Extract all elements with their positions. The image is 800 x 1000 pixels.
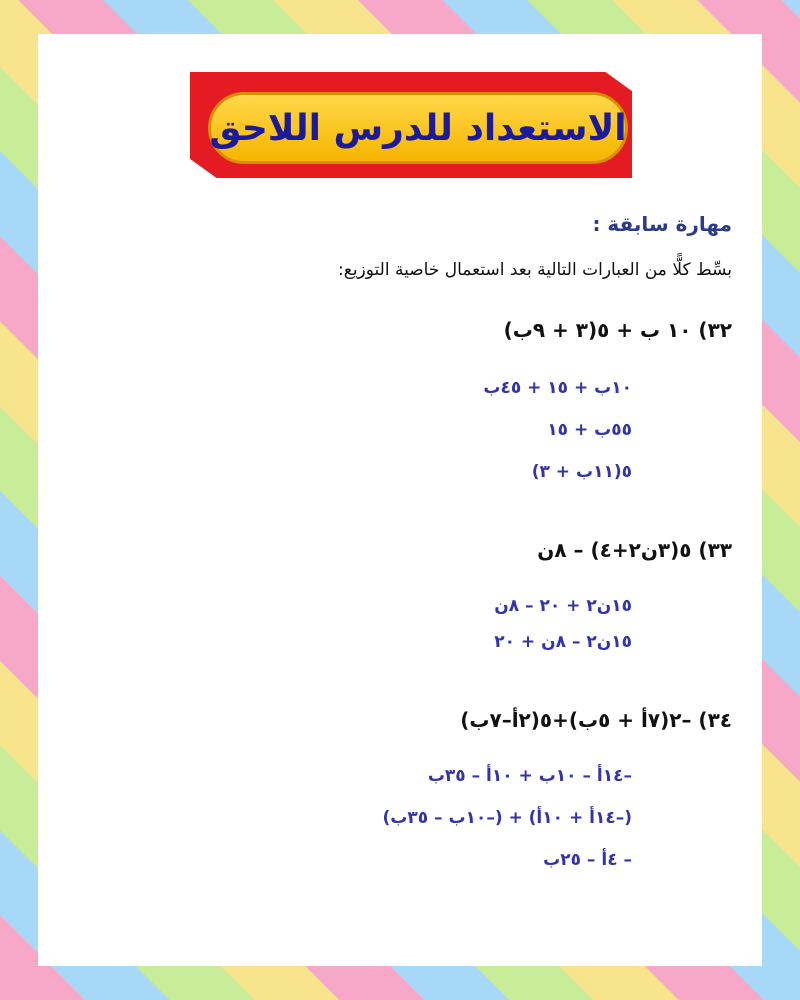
problem-32-step-1: ١٠ب + ١٥ + ٤٥ب: [483, 378, 632, 398]
problem-32-step-2: ٥٥ب + ١٥: [547, 420, 632, 440]
problem-34-step-2: (–١٤أ + ١٠أ) + (–١٠ب – ٣٥ب): [382, 808, 632, 828]
worksheet-page: [38, 34, 762, 966]
page-title: الاستعداد للدرس اللاحق: [209, 107, 627, 149]
problem-34-step-3: – ٤أ – ٢٥ب: [543, 850, 632, 870]
problem-34: ٣٤) –٢(٧أ + ٥ب)+٥(٢أ–٧ب): [460, 708, 732, 732]
instruction-text: بسِّط كلًّا من العبارات التالية بعد استعمال خاصية التوزيع:: [338, 260, 732, 280]
problem-33-step-1: ١٥ن٢ + ٢٠ – ٨ن: [494, 596, 632, 616]
problem-32-step-3: ٥(١١ب + ٣): [531, 462, 632, 482]
problem-34-step-1: –١٤أ – ١٠ب + ١٠أ – ٣٥ب: [427, 766, 632, 786]
problem-33-step-2: ١٥ن٢ – ٨ن + ٢٠: [494, 632, 632, 652]
section-heading: مهارة سابقة :: [592, 212, 732, 236]
problem-33: ٣٣) ٥(٣ن٢+٤) – ٨ن: [537, 538, 732, 562]
problem-32: ٣٢) ١٠ ب + ٥(٣ + ٩ب): [503, 318, 732, 342]
title-banner: [190, 72, 648, 180]
banner-yellow-pill: [208, 92, 628, 164]
